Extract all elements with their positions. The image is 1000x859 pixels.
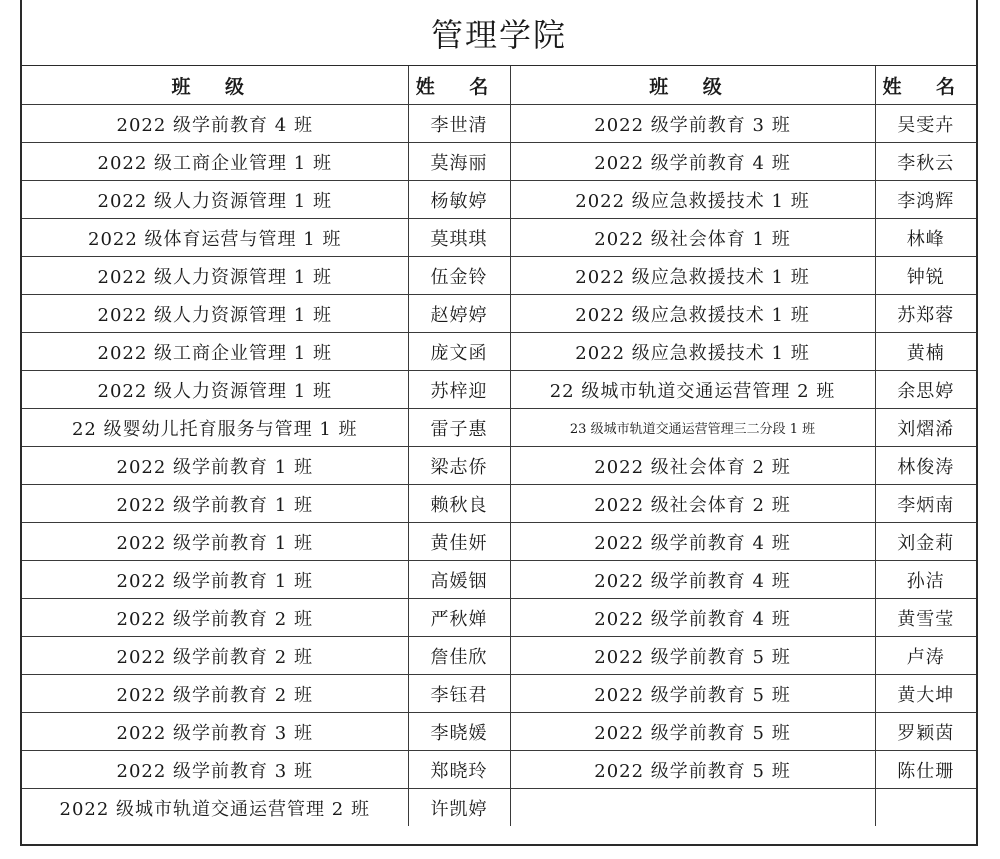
class-cell-right: 2022 级学前教育 4 班 xyxy=(510,599,875,637)
header-class-right: 班 级 xyxy=(510,66,875,105)
header-name-right: 姓 名 xyxy=(875,66,976,105)
class-cell-right: 2022 级社会体育 2 班 xyxy=(510,485,875,523)
class-cell-left: 2022 级学前教育 2 班 xyxy=(22,675,408,713)
header-name-left: 姓 名 xyxy=(408,66,510,105)
class-cell-right: 2022 级应急救援技术 1 班 xyxy=(510,181,875,219)
class-cell-right: 2022 级学前教育 5 班 xyxy=(510,675,875,713)
class-cell-left: 2022 级体育运营与管理 1 班 xyxy=(22,219,408,257)
table-row xyxy=(22,485,976,523)
name-cell-right: 李秋云 xyxy=(875,143,976,181)
table-row xyxy=(22,181,976,219)
class-cell-left: 2022 级人力资源管理 1 班 xyxy=(22,257,408,295)
name-cell-left: 黄佳妍 xyxy=(408,523,510,561)
name-cell-right: 刘金莉 xyxy=(875,523,976,561)
name-cell-right xyxy=(875,789,976,827)
name-cell-right: 钟锐 xyxy=(875,257,976,295)
class-cell-right: 2022 级应急救援技术 1 班 xyxy=(510,333,875,371)
class-cell-left: 2022 级人力资源管理 1 班 xyxy=(22,371,408,409)
name-cell-left: 许凯婷 xyxy=(408,789,510,827)
table-row xyxy=(22,333,976,371)
class-cell-left: 2022 级城市轨道交通运营管理 2 班 xyxy=(22,789,408,827)
name-cell-left: 庞文函 xyxy=(408,333,510,371)
header-class-left: 班 级 xyxy=(22,66,408,105)
name-cell-left: 赖秋良 xyxy=(408,485,510,523)
name-cell-right: 苏郑蓉 xyxy=(875,295,976,333)
table-row xyxy=(22,295,976,333)
class-cell-right: 2022 级学前教育 4 班 xyxy=(510,143,875,181)
name-cell-right: 罗颖茵 xyxy=(875,713,976,751)
name-cell-left: 苏梓迎 xyxy=(408,371,510,409)
class-cell-left: 2022 级学前教育 3 班 xyxy=(22,751,408,789)
name-cell-left: 莫琪琪 xyxy=(408,219,510,257)
class-cell-right: 2022 级学前教育 5 班 xyxy=(510,713,875,751)
name-cell-right: 黄雪莹 xyxy=(875,599,976,637)
class-cell-right: 2022 级学前教育 5 班 xyxy=(510,751,875,789)
table-row xyxy=(22,599,976,637)
class-cell-right: 23 级城市轨道交通运营管理三二分段 1 班 xyxy=(510,409,875,447)
class-cell-right: 2022 级学前教育 3 班 xyxy=(510,105,875,143)
class-cell-right: 2022 级应急救援技术 1 班 xyxy=(510,257,875,295)
table-row xyxy=(22,105,976,143)
class-cell-right xyxy=(510,789,875,827)
class-cell-left: 2022 级学前教育 2 班 xyxy=(22,637,408,675)
class-cell-right: 2022 级社会体育 2 班 xyxy=(510,447,875,485)
class-cell-left: 2022 级人力资源管理 1 班 xyxy=(22,181,408,219)
class-cell-left: 2022 级学前教育 4 班 xyxy=(22,105,408,143)
class-cell-left: 2022 级工商企业管理 1 班 xyxy=(22,333,408,371)
class-cell-right: 2022 级学前教育 5 班 xyxy=(510,637,875,675)
name-cell-left: 莫海丽 xyxy=(408,143,510,181)
roster-sheet xyxy=(20,0,978,846)
class-cell-left: 2022 级学前教育 1 班 xyxy=(22,523,408,561)
name-cell-left: 詹佳欣 xyxy=(408,637,510,675)
name-cell-left: 李钰君 xyxy=(408,675,510,713)
table-row xyxy=(22,523,976,561)
college-title: 管理学院 xyxy=(22,0,976,66)
name-cell-right: 李炳南 xyxy=(875,485,976,523)
class-cell-right: 22 级城市轨道交通运营管理 2 班 xyxy=(510,371,875,409)
name-cell-left: 郑晓玲 xyxy=(408,751,510,789)
header-row xyxy=(22,66,976,105)
class-cell-left: 2022 级学前教育 1 班 xyxy=(22,485,408,523)
class-cell-right: 2022 级学前教育 4 班 xyxy=(510,561,875,599)
table-row xyxy=(22,751,976,789)
table-row xyxy=(22,143,976,181)
name-cell-left: 赵婷婷 xyxy=(408,295,510,333)
name-cell-right: 黄大坤 xyxy=(875,675,976,713)
table-row xyxy=(22,409,976,447)
name-cell-right: 吴雯卉 xyxy=(875,105,976,143)
name-cell-left: 杨敏婷 xyxy=(408,181,510,219)
table-row xyxy=(22,675,976,713)
table-row xyxy=(22,219,976,257)
name-cell-right: 余思婷 xyxy=(875,371,976,409)
name-cell-right: 孙洁 xyxy=(875,561,976,599)
class-cell-left: 2022 级工商企业管理 1 班 xyxy=(22,143,408,181)
class-cell-left: 2022 级人力资源管理 1 班 xyxy=(22,295,408,333)
name-cell-right: 刘熠浠 xyxy=(875,409,976,447)
name-cell-left: 李世清 xyxy=(408,105,510,143)
name-cell-left: 李晓媛 xyxy=(408,713,510,751)
roster-table xyxy=(22,66,976,826)
table-row xyxy=(22,561,976,599)
name-cell-left: 严秋婵 xyxy=(408,599,510,637)
class-cell-left: 2022 级学前教育 3 班 xyxy=(22,713,408,751)
table-row xyxy=(22,713,976,751)
name-cell-left: 伍金铃 xyxy=(408,257,510,295)
name-cell-left: 高媛铟 xyxy=(408,561,510,599)
name-cell-right: 黄楠 xyxy=(875,333,976,371)
name-cell-right: 卢涛 xyxy=(875,637,976,675)
class-cell-right: 2022 级社会体育 1 班 xyxy=(510,219,875,257)
name-cell-left: 雷子惠 xyxy=(408,409,510,447)
class-cell-right: 2022 级学前教育 4 班 xyxy=(510,523,875,561)
class-cell-left: 22 级婴幼儿托育服务与管理 1 班 xyxy=(22,409,408,447)
table-row xyxy=(22,257,976,295)
table-row xyxy=(22,637,976,675)
table-row xyxy=(22,447,976,485)
table-row xyxy=(22,371,976,409)
name-cell-right: 陈仕珊 xyxy=(875,751,976,789)
name-cell-right: 林俊涛 xyxy=(875,447,976,485)
table-row xyxy=(22,789,976,827)
name-cell-right: 林峰 xyxy=(875,219,976,257)
class-cell-left: 2022 级学前教育 2 班 xyxy=(22,599,408,637)
class-cell-left: 2022 级学前教育 1 班 xyxy=(22,561,408,599)
class-cell-left: 2022 级学前教育 1 班 xyxy=(22,447,408,485)
class-cell-right: 2022 级应急救援技术 1 班 xyxy=(510,295,875,333)
name-cell-right: 李鸿辉 xyxy=(875,181,976,219)
name-cell-left: 梁志侨 xyxy=(408,447,510,485)
